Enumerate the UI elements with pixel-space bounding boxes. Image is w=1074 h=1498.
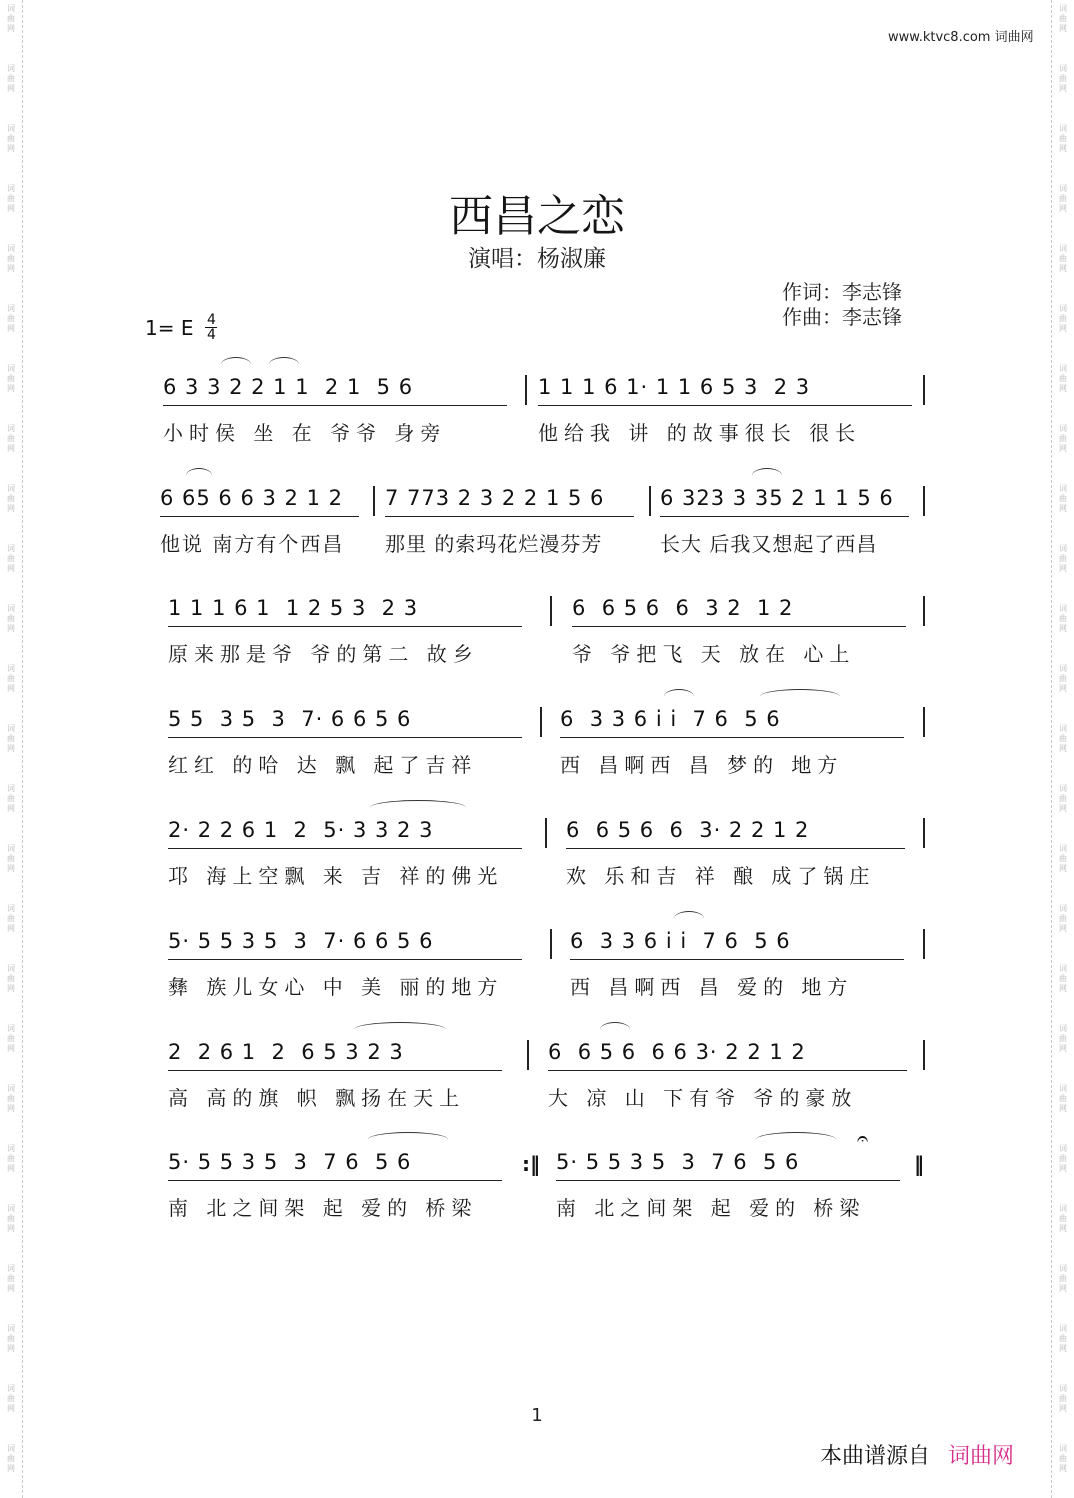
jianpu-notes: 5 5 3 5 3 7· 6 6 5 6: [168, 707, 412, 731]
watermark-text: 词 曲 网: [7, 724, 15, 753]
barline: [527, 1040, 529, 1070]
measure: [556, 1150, 906, 1230]
jianpu-notes: 6 65 6 6 3 2 1 2: [160, 486, 343, 510]
barline: [545, 818, 547, 848]
beam-line: [168, 626, 522, 627]
singer-credit: 演唱：杨淑廉: [468, 246, 606, 272]
beam-line: [660, 516, 909, 517]
composer-credit: 作曲：李志锋: [782, 305, 902, 329]
beam-line: [163, 405, 507, 406]
beam-line: [168, 737, 522, 738]
watermark-text: 词 曲 网: [7, 64, 15, 93]
barline: [373, 486, 375, 516]
watermark-text: 词 曲 网: [1059, 1144, 1067, 1173]
slur: [674, 911, 704, 926]
beam-line: [168, 1180, 502, 1181]
barline: [550, 596, 552, 626]
fermata-icon: 𝄐: [857, 1126, 869, 1150]
beam-line: [160, 516, 359, 517]
beam-line: [168, 1070, 502, 1071]
watermark-text: 词 曲 网: [7, 1264, 15, 1293]
barline: [525, 375, 527, 405]
watermark-text: 词 曲 网: [1059, 784, 1067, 813]
measure: [385, 486, 640, 566]
jianpu-notes: 2 2 6 1 2 6 5 3 2 3: [168, 1040, 404, 1064]
watermark-text: 词 曲 网: [7, 1204, 15, 1233]
jianpu-notes: 6 3 3 6 i i 7 6 5 6: [570, 929, 791, 953]
watermark-text: 词 曲 网: [1059, 184, 1067, 213]
measure: [570, 929, 910, 1009]
time-signature: [205, 313, 217, 342]
watermark-text: 词 曲 网: [1059, 1084, 1067, 1113]
lyric-line: 那里 的索玛花烂漫芬芳: [385, 532, 603, 556]
watermark-text: 词 曲 网: [7, 544, 15, 573]
watermark-text: 词 曲 网: [1059, 364, 1067, 393]
jianpu-notes: 6 6 5 6 6 6 3· 2 2 1 2: [548, 1040, 806, 1064]
watermark-text: 词 曲 网: [1059, 1384, 1067, 1413]
beam-line: [168, 848, 522, 849]
final-barline: ‖: [914, 1152, 924, 1176]
barline: [923, 375, 925, 405]
page-number: 1: [531, 1405, 543, 1426]
slur: [752, 468, 782, 483]
time-signature-bottom: 4: [207, 327, 216, 343]
lyric-line: 欢 乐和吉 祥 酿 成了锅庄: [566, 864, 876, 888]
measure: [660, 486, 915, 566]
watermark-text: 词 曲 网: [7, 844, 15, 873]
lyricist-credit: 作词：李志锋: [782, 280, 902, 304]
score-row-2: [0, 486, 1074, 566]
song-title: 西昌之恋: [449, 191, 625, 242]
beam-line: [556, 1180, 900, 1181]
watermark-text: 词 曲 网: [1059, 544, 1067, 573]
lyric-line: 他说 南方有个西昌: [160, 532, 345, 556]
footer-brand-link[interactable]: 词曲网: [948, 1444, 1015, 1469]
jianpu-notes: 5· 5 5 3 5 3 7· 6 6 5 6: [168, 929, 434, 953]
jianpu-notes: 5· 5 5 3 5 3 7 6 5 6: [556, 1150, 800, 1174]
lyric-line: 小时侯 坐 在 爷爷 身旁: [163, 421, 447, 445]
lyric-line: 他给我 讲 的故事很长 很长: [538, 421, 862, 445]
score-row-8: [0, 1126, 1074, 1230]
measure: [566, 818, 911, 898]
lyric-line: 长大 后我又想起了西昌: [660, 532, 878, 556]
barline: [923, 929, 925, 959]
jianpu-notes: 6 3 3 6 i i 7 6 5 6: [560, 707, 781, 731]
watermark-text: 词 曲 网: [7, 4, 15, 33]
lyric-line: 大 凉 山 下有爷 爷的豪放: [548, 1086, 858, 1110]
slur: [221, 357, 251, 372]
key-label: 1= E: [145, 315, 194, 340]
beam-line: [548, 1070, 907, 1071]
slur: [269, 357, 299, 372]
jianpu-notes: 6 6 5 6 6 3 2 1 2: [572, 596, 794, 620]
measure: [548, 1040, 913, 1120]
lyric-line: 南 北之间架 起 爱的 桥梁: [556, 1196, 866, 1220]
barline: [923, 818, 925, 848]
measure: [163, 375, 513, 455]
watermark-text: 词 曲 网: [1059, 4, 1067, 33]
score-row-1: [0, 375, 1074, 455]
watermark-text: 词 曲 网: [1059, 304, 1067, 333]
key-signature: [145, 313, 217, 342]
slur: [756, 1132, 836, 1147]
watermark-text: 词 曲 网: [7, 1024, 15, 1053]
measure: [160, 486, 365, 566]
slur: [368, 1132, 448, 1147]
measure: [168, 596, 528, 676]
measure: [168, 929, 528, 1009]
beam-line: [570, 959, 904, 960]
beam-line: [385, 516, 634, 517]
score-row-4: [0, 707, 1074, 787]
watermark-text: 词 曲 网: [7, 604, 15, 633]
site-url[interactable]: www.ktvc8.com 词曲网: [888, 30, 1034, 45]
watermark-text: 词 曲 网: [1059, 844, 1067, 873]
barline: [923, 596, 925, 626]
watermark-text: 词 曲 网: [1059, 424, 1067, 453]
watermark-text: 词 曲 网: [1059, 1324, 1067, 1353]
watermark-text: 词 曲 网: [1059, 64, 1067, 93]
watermark-text: 词 曲 网: [1059, 244, 1067, 273]
beam-line: [538, 405, 912, 406]
measure: [168, 1150, 508, 1230]
repeat-start-sign: :‖: [522, 1152, 540, 1176]
jianpu-notes: 2· 2 2 6 1 2 5· 3 3 2 3: [168, 818, 434, 842]
watermark-text: 词 曲 网: [7, 1084, 15, 1113]
jianpu-notes: 5· 5 5 3 5 3 7 6 5 6: [168, 1150, 412, 1174]
lyric-line: 红红 的哈 达 飘 起了吉祥: [168, 753, 478, 777]
watermark-text: 词 曲 网: [7, 124, 15, 153]
measure: [560, 707, 910, 787]
beam-line: [566, 848, 905, 849]
beam-line: [572, 626, 906, 627]
lyric-line: 爷 爷把飞 天 放在 心上: [572, 642, 856, 666]
barline: [550, 929, 552, 959]
watermark-text: 词 曲 网: [1059, 1444, 1067, 1473]
lyric-line: 高 高的旗 帜 飘扬在天上: [168, 1086, 466, 1110]
lyric-line: 南 北之间架 起 爱的 桥梁: [168, 1196, 478, 1220]
measure: [168, 818, 528, 898]
lyric-line: 西 昌啊西 昌 爱的 地方: [570, 975, 854, 999]
barline: [649, 486, 651, 516]
score-row-5: [0, 818, 1074, 898]
lyric-line: 彝 族儿女心 中 美 丽的地方: [168, 975, 504, 999]
lyric-line: 邛 海上空飘 来 吉 祥的佛光: [168, 864, 504, 888]
measure: [168, 707, 528, 787]
barline: [923, 707, 925, 737]
jianpu-notes: 6 6 5 6 6 3· 2 2 1 2: [566, 818, 810, 842]
score-row-7: [0, 1040, 1074, 1120]
source-footer: [820, 1439, 1014, 1470]
watermark-text: 词 曲 网: [7, 1444, 15, 1473]
score-row-3: [0, 596, 1074, 676]
watermark-text: 词 曲 网: [1059, 124, 1067, 153]
watermark-text: 词 曲 网: [7, 424, 15, 453]
watermark-text: 词 曲 网: [7, 484, 15, 513]
jianpu-notes: 6 3 3 2 2 1 1 2 1 5 6: [163, 375, 414, 399]
watermark-text: 词 曲 网: [7, 244, 15, 273]
beam-line: [168, 959, 522, 960]
jianpu-notes: 6 323 3 35 2 1 1 5 6: [660, 486, 894, 510]
slur: [354, 1022, 446, 1037]
slur: [186, 468, 212, 483]
footer-text: 本曲谱源自: [820, 1444, 931, 1469]
watermark-text: 词 曲 网: [1059, 904, 1067, 933]
lyric-line: 原来那是爷 爷的第二 故乡: [168, 642, 479, 666]
measure: [538, 375, 918, 455]
watermark-text: 词 曲 网: [7, 1384, 15, 1413]
credits-block: [782, 280, 902, 330]
jianpu-notes: 7 773 2 3 2 2 1 5 6: [385, 486, 605, 510]
watermark-text: 词 曲 网: [7, 904, 15, 933]
watermark-text: 词 曲 网: [1059, 1024, 1067, 1053]
watermark-text: 词 曲 网: [7, 664, 15, 693]
watermark-text: 词 曲 网: [7, 1144, 15, 1173]
watermark-text: 词 曲 网: [7, 1324, 15, 1353]
slur: [600, 1022, 630, 1037]
slur: [760, 689, 840, 704]
watermark-text: 词 曲 网: [7, 184, 15, 213]
watermark-text: 词 曲 网: [7, 964, 15, 993]
measure: [168, 1040, 508, 1120]
watermark-text: 词 曲 网: [1059, 664, 1067, 693]
watermark-text: 词 曲 网: [7, 364, 15, 393]
watermark-text: 词 曲 网: [7, 304, 15, 333]
score-row-6: [0, 929, 1074, 1009]
watermark-text: 词 曲 网: [1059, 1204, 1067, 1233]
barline: [540, 707, 542, 737]
barline: [923, 1040, 925, 1070]
slur: [664, 689, 694, 704]
measure: [572, 596, 912, 676]
jianpu-notes: 1 1 1 6 1· 1 1 6 5 3 2 3: [538, 375, 811, 399]
watermark-text: 词 曲 网: [1059, 1264, 1067, 1293]
lyric-line: 西 昌啊西 昌 梦的 地方: [560, 753, 844, 777]
barline: [923, 486, 925, 516]
watermark-text: 词 曲 网: [1059, 484, 1067, 513]
watermark-text: 词 曲 网: [1059, 604, 1067, 633]
beam-line: [560, 737, 904, 738]
slur: [370, 800, 466, 815]
jianpu-notes: 1 1 1 6 1 1 2 5 3 2 3: [168, 596, 419, 620]
watermark-text: 词 曲 网: [1059, 964, 1067, 993]
watermark-text: 词 曲 网: [7, 784, 15, 813]
time-signature-top: 4: [207, 312, 216, 328]
watermark-text: 词 曲 网: [1059, 724, 1067, 753]
